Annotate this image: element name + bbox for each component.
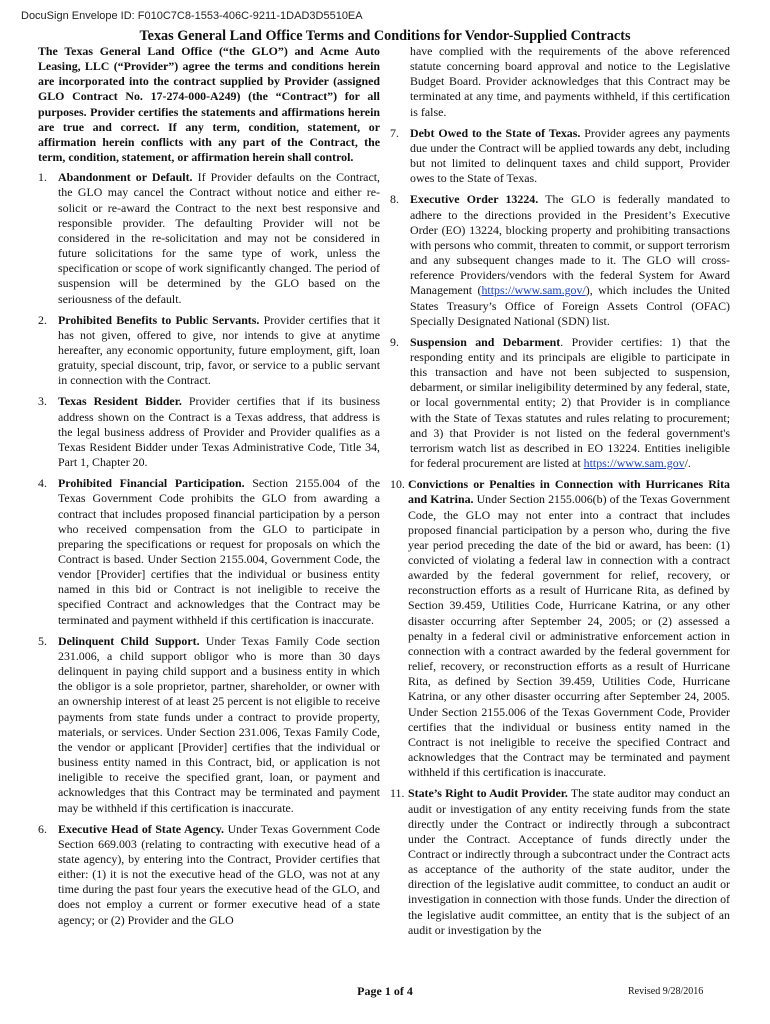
list-item: 7. Debt Owed to the State of Texas. Provider agrees any payments due under the Contract will be applied towards any debt, including but not limited to delinquent taxes and child support, Provider owes to the State of Texas. (390, 125, 730, 186)
list-item: 9. Suspension and Debarment. Provider certifies: 1) that the responding entity and its principals are eligible to participate in this transaction and have not been subjected to suspension, debarment, or similar ineligibility determined by any federal, state, or local governmental entity; 2) that Provider is in compliance with the State of Texas statutes and rules relating to procurement; and 3) that Provider is not listed on the federal government's terrorism watch list as described in EO 13224. Entities ineligible for federal procurement are listed at https://www.sam.gov/. (390, 334, 730, 471)
continued-paragraph: have complied with the requirements of the above referenced statute concerning board approval and notice to the Legislative Budget Board. Provider acknowledges that this Contract may be terminated at any time, and payments withheld, if this certification is false. (410, 44, 730, 119)
list-item: 1. Abandonment or Default. If Provider defaults on the Contract, the GLO may cancel the Contract without notice and either re-solicit or re-award the Contract to the next best responsive and responsible provider. The defaulting Provider will not be considered in the re-solicitation and may not be considered in future solicitations for the same type of work, unless the specification or scope of work significantly changed. The period of suspension will be determined by the GLO based on the seriousness of the default. (38, 170, 380, 306)
page-title: Texas General Land Office Terms and Conditions for Vendor-Supplied Contracts (139, 28, 631, 44)
list-item: 8. Executive Order 13224. The GLO is federally mandated to adhere to the directions provided in the President’s Executive Order (EO) 13224, blocking property and prohibiting transactions with persons who commit, threaten to commit, or support terrorism and any subsequent changes made to it. The GLO will cross-reference Providers/vendors with the federal System for Award Management (https://www.sam.gov/), which includes the United States Treasury’s Office of Foreign Assets Control (OFAC) Specially Designated National (SDN) list. (390, 192, 731, 328)
list-item: 4. Prohibited Financial Participation. Section 2155.004 of the Texas Government Code prohibits the GLO from awarding a contract that includes proposed financial participation by a person who received compensation from the GLO to participate in preparing the specifications or request for proposals on which the Contract is based. Under Section 2155.004, Government Code, the vendor [Provider] certifies that the individual or business entity named in this bid or Contract is not ineligible to receive the specified Contract and acknowledges that the Contract may be terminated and payment withheld if this certification is inaccurate. (38, 476, 380, 627)
list-item: 3. Texas Resident Bidder. Provider certifies that if its business address shown on the Contract is a Texas address, that address is the legal business address of Provider and Provider qualifies as a Texas Resident Bidder under Texas Administrative Code, Title 34, Part 1, Chapter 20. (38, 394, 380, 470)
list-item: 11. State’s Right to Audit Provider. The state auditor may conduct an audit or investigation of any entity receiving funds from the state directly under the Contract or indirectly through a subcontract under the Contract. Acceptance of funds directly under the Contract or indirectly through a subcontract under the Contract acts as acceptance of the authority of the state auditor, under the direction of the legislative audit committee, to conduct an audit or investigation in connection with those funds. Under the direction of the legislative audit committee, an entity that is the subject of an audit or investigation by the (390, 786, 730, 937)
list-item: 10. Convictions or Penalties in Connection with Hurricanes Rita and Katrina. Under Section 2155.006(b) of the Texas Government Code, the GLO may not enter into a contract that includes proposed financial participation by a person who, during the five year period preceding the date of the bid or award, has been: (1) convicted of violating a federal law in connection with a contract awarded by the federal government for relief, recovery, or reconstruction efforts as a result of Hurricane Rita, as defined by Section 39.459, Utilities Code, Hurricane Katrina, or any other disaster occurring after September 24, 2005; or (2) assessed a penalty in a federal civil or administrative enforcement action in connection with a contract awarded by the federal government for relief, recovery, or reconstruction efforts as a result of Hurricane Rita, as defined by Section 39.459, Utilities Code, Hurricane Katrina, or any other disaster occurring after September 24, 2005. Under Section 2155.006 of the Texas Government Code, Provider certifies that the individual or business entity named in the Contract is not ineligible to receive the specified Contract and acknowledges that the Contract may be terminated and payment withheld if this certification is inaccurate. (390, 477, 730, 780)
revision-date: Revised 9/28/2016 (628, 986, 704, 997)
sam-gov-link[interactable]: https://www.sam.gov (583, 456, 685, 471)
envelope-id: DocuSign Envelope ID: F010C7C8-1553-406C-9211-1DAD3D5510EA (21, 10, 363, 22)
intro-paragraph: The Texas General Land Office (“the GLO”) and Acme Auto Leasing, LLC (“Provider”) agree the terms and conditions herein are incorporated into the contract supplied by Provider (assigned GLO Contract No. 17-274-000-A249) (the “Contract”) for all purposes. Provider certifies the statements and affirmations herein are true and correct. If any term, condition, statement, or affirmation herein conflicts with any part of the Contract, the term, condition, statement, or affirmation herein shall control. (38, 44, 380, 165)
sam-gov-link[interactable]: https://www.sam.gov/ (481, 283, 586, 298)
left-column (38, 44, 380, 934)
page-number: Page 1 of 4 (357, 984, 413, 998)
right-column (390, 44, 730, 944)
list-item: 5. Delinquent Child Support. Under Texas Family Code section 231.006, a child support obligor who is more than 30 days delinquent in paying child support and a business entity in which the obligor is a sole proprietor, partner, shareholder, or owner with an ownership interest of at least 25 percent is not eligible to receive payments from state funds under a contract to provide property, materials, or services. Under Section 231.006, Texas Family Code, the vendor or applicant [Provider] certifies that the individual or business entity named in this Contract, bid, or application is not ineligible to receive the specified grant, loan, or payment and acknowledges that this Contract may be terminated and payment may be withheld if this certification is inaccurate. (38, 633, 380, 815)
list-item: 6. Executive Head of State Agency. Under Texas Government Code Section 669.003 (relating to contracting with executive head of a state agency), by entering into the Contract, Provider certifies that either: (1) it is not the executive head of the GLO, was not at any time during the past four years the executive head of the GLO, and does not employ a current or former executive head of a state agency; or (2) Provider and the GLO (38, 821, 380, 927)
list-item: 2. Prohibited Benefits to Public Servants. Provider certifies that it has not given, offered to give, nor intends to give at anytime hereafter, any economic opportunity, future employment, gift, loan gratuity, special discount, trip, favor, or service to a public servant in connection with the Contract. (38, 312, 380, 388)
